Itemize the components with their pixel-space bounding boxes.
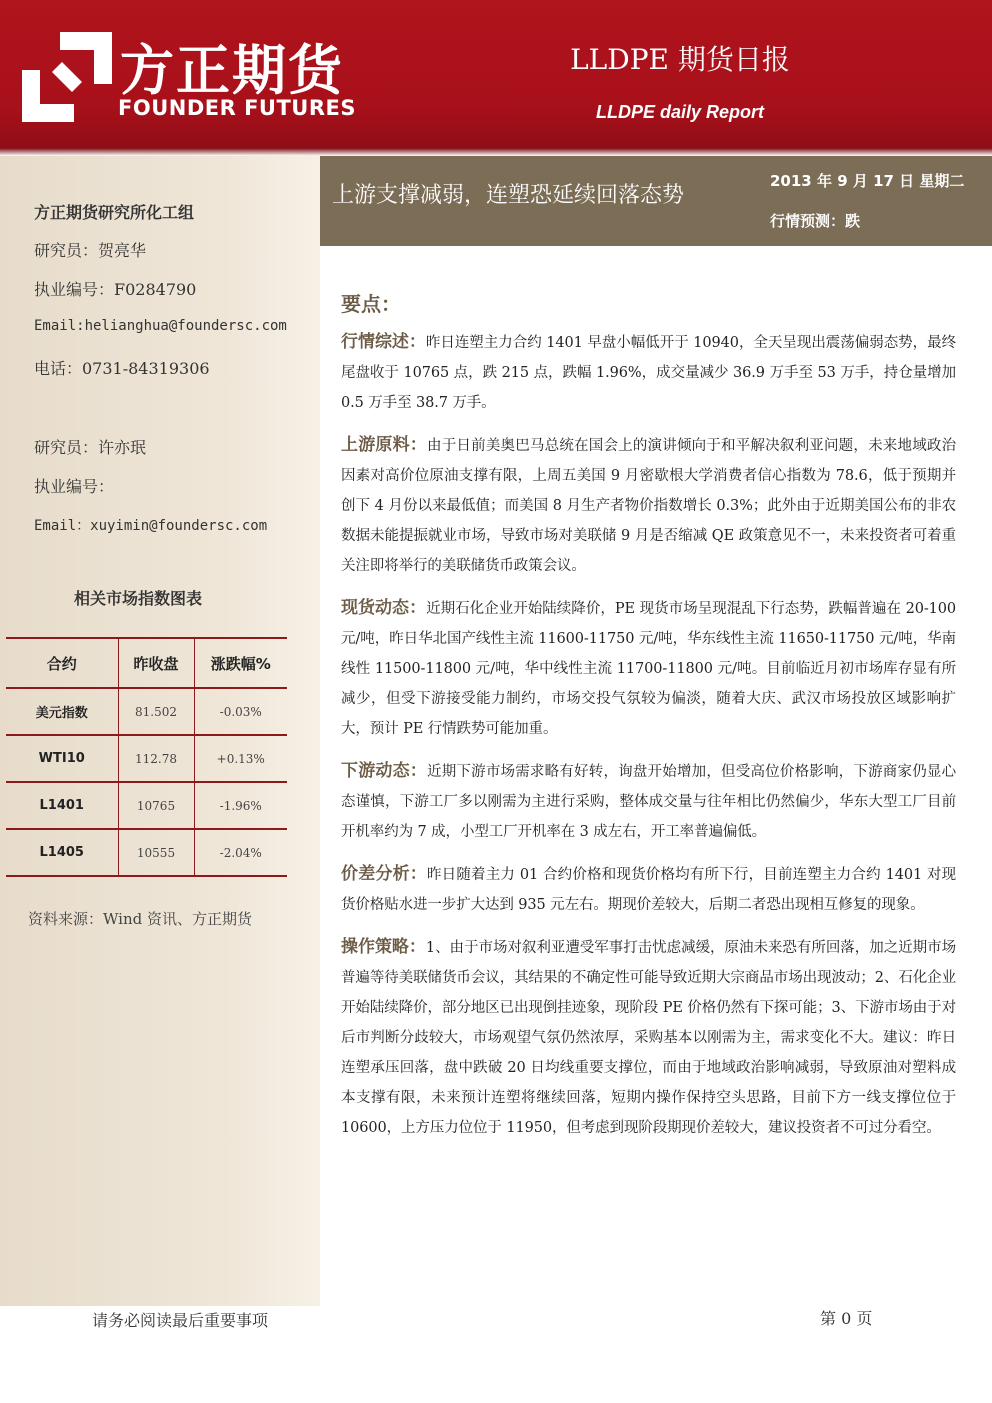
market-index-table	[6, 637, 287, 877]
section-strategy	[341, 932, 956, 1143]
founder-logo-icon	[22, 32, 112, 122]
header-divider	[0, 148, 992, 156]
section-text: 昨日随着主力 01 合约价格和现货价格均有所下行，目前连塑主力合约 1401 对现货价格贴水进一步扩大达到 935 元左右。期现价差较大，后期二者恐出现相互修复的现象。	[341, 867, 957, 913]
section-text: 近期石化企业开始陆续降价，PE 现货市场呈现混乱下行态势，跌幅普遍在 20-100 元/吨，昨日华北国产线性主流 11600-11750 元/吨，华东线性主流 11650-11750 元/吨，华南线性 11500-11800 元/吨，华中线性主流 11700-11800 元/吨。目前临近月初市场库存显有所减少，但受下游接受能力制约，市场交投气氛较为偏淡，随着大庆、武汉市场投放区域影响扩大，预计 PE 行情跌势可能加重。	[341, 601, 957, 737]
change-cell: -0.03%	[194, 688, 287, 735]
phone-1: 电话：0731-84319306	[34, 359, 210, 378]
page-number: 第 0 页	[820, 1309, 873, 1328]
section-label: 价差分析：	[341, 864, 427, 884]
research-group: 方正期货研究所化工组	[34, 203, 195, 222]
section-label: 下游动态：	[341, 761, 428, 781]
close-cell: 81.502	[118, 688, 194, 735]
header-band	[0, 0, 992, 152]
license-1: 执业编号：F0284790	[34, 280, 197, 299]
logo-chinese-name: 方正期货	[120, 39, 344, 102]
section-spot	[341, 593, 956, 744]
section-text: 昨日连塑主力合约 1401 早盘小幅低开于 10940，全天呈现出震荡偏弱态势，最终尾盘收于 10765 点，跌 215 点，跌幅 1.96%，成交量减少 36.9 万手至 53 万手，持仓量增加 0.5 万手至 38.7 万手。	[341, 335, 956, 411]
change-cell: -2.04%	[194, 829, 287, 876]
license-2: 执业编号：	[34, 477, 115, 496]
footer-notice: 请务必阅读最后重要事项	[92, 1311, 269, 1330]
section-text: 1、由于市场对叙利亚遭受军事打击忧虑减缓，原油未来恐有所回落，加之近期市场普遍等待美联储货币会议，其结果的不确定性可能导致近期大宗商品市场出现波动；2、石化企业开始陆续降价，部分地区已出现倒挂迹象，现阶段 PE 价格仍然有下探可能；3、下游市场由于对后市判断分歧较大，市场观望气氛仍然浓厚，采购基本以刚需为主，需求变化不大。建议：昨日连塑承压回落，盘中跌破 20 日均线重要支撑位，而由于地域政治影响减弱，导致原油对塑料成本支撑有限，未来预计连塑将继续回落，短期内操作保持空头思路，目前下方一线支撑位位于 10600，上方压力位位于 11950，但考虑到现阶段期现价差较大，建议投资者不可过分看空。	[341, 940, 957, 1136]
change-cell: -1.96%	[194, 782, 287, 829]
section-market-review	[341, 327, 956, 418]
column-header: 合约	[6, 638, 118, 688]
section-text: 近期下游市场需求略有好转，询盘开始增加，但受高位价格影响，下游商家仍显心态谨慎，下游工厂多以刚需为主进行采购，整体成交量与往年相比仍然偏少，华东大型工厂目前开机率约为 7 成，小型工厂开机率在 3 成左右，开工率普遍偏低。	[341, 764, 956, 840]
contract-cell: L1401	[6, 782, 118, 829]
key-points-title: 要点：	[341, 292, 401, 316]
change-cell: +0.13%	[194, 735, 287, 782]
main-content	[341, 288, 956, 1155]
section-text: 由于日前美奥巴马总统在国会上的演讲倾向于和平解决叙利亚问题，未来地域政治因素对高价位原油支撑有限，上周五美国 9 月密歇根大学消费者信心指数为 78.6，低于预期并创下 4 月份以来最低值；而美国 8 月生产者物价指数增长 0.3%；此外由于近期美国公布的非农数据未能提振就业市场，导致市场对美联储 9 月是否缩减 QE 政策意见不一，未来投资者可着重关注即将举行的美联储货币政策会议。	[341, 438, 956, 574]
email-1: Email:helianghua@foundersc.com	[34, 318, 287, 334]
researcher-2: 研究员：许亦珉	[34, 438, 147, 457]
report-date: 2013 年 9 月 17 日 星期二	[770, 172, 965, 190]
section-downstream	[341, 756, 956, 847]
section-label: 现货动态：	[341, 598, 427, 618]
close-cell: 10555	[118, 829, 194, 876]
column-header: 昨收盘	[118, 638, 194, 688]
table-row	[6, 782, 287, 829]
table-caption: 相关市场指数图表	[73, 589, 202, 608]
email-2: Email：xuyimin@foundersc.com	[34, 518, 268, 534]
section-spread	[341, 859, 956, 920]
headline: 上游支撑减弱，连塑恐延续回落态势	[332, 183, 685, 208]
column-header: 涨跌幅%	[194, 638, 287, 688]
table-row	[6, 735, 287, 782]
table-header-row	[6, 638, 287, 688]
contract-cell: WTI10	[6, 735, 118, 782]
report-subtitle: LLDPE daily Report	[595, 102, 765, 122]
section-upstream	[341, 430, 956, 581]
contract-cell: 美元指数	[6, 688, 118, 735]
market-forecast: 行情预测：跌	[770, 212, 861, 230]
logo-english-name: FOUNDER FUTURES	[118, 96, 356, 120]
section-label: 上游原料：	[341, 435, 428, 455]
table-row	[6, 688, 287, 735]
section-label: 操作策略：	[341, 937, 426, 957]
report-title: LLDPE 期货日报	[570, 43, 790, 76]
close-cell: 10765	[118, 782, 194, 829]
close-cell: 112.78	[118, 735, 194, 782]
title-bar	[320, 156, 992, 246]
researcher-1: 研究员：贺亮华	[34, 241, 147, 260]
section-label: 行情综述：	[341, 332, 426, 352]
table-row	[6, 829, 287, 876]
contract-cell: L1405	[6, 829, 118, 876]
data-source: 资料来源：Wind 资讯、方正期货	[28, 910, 252, 928]
